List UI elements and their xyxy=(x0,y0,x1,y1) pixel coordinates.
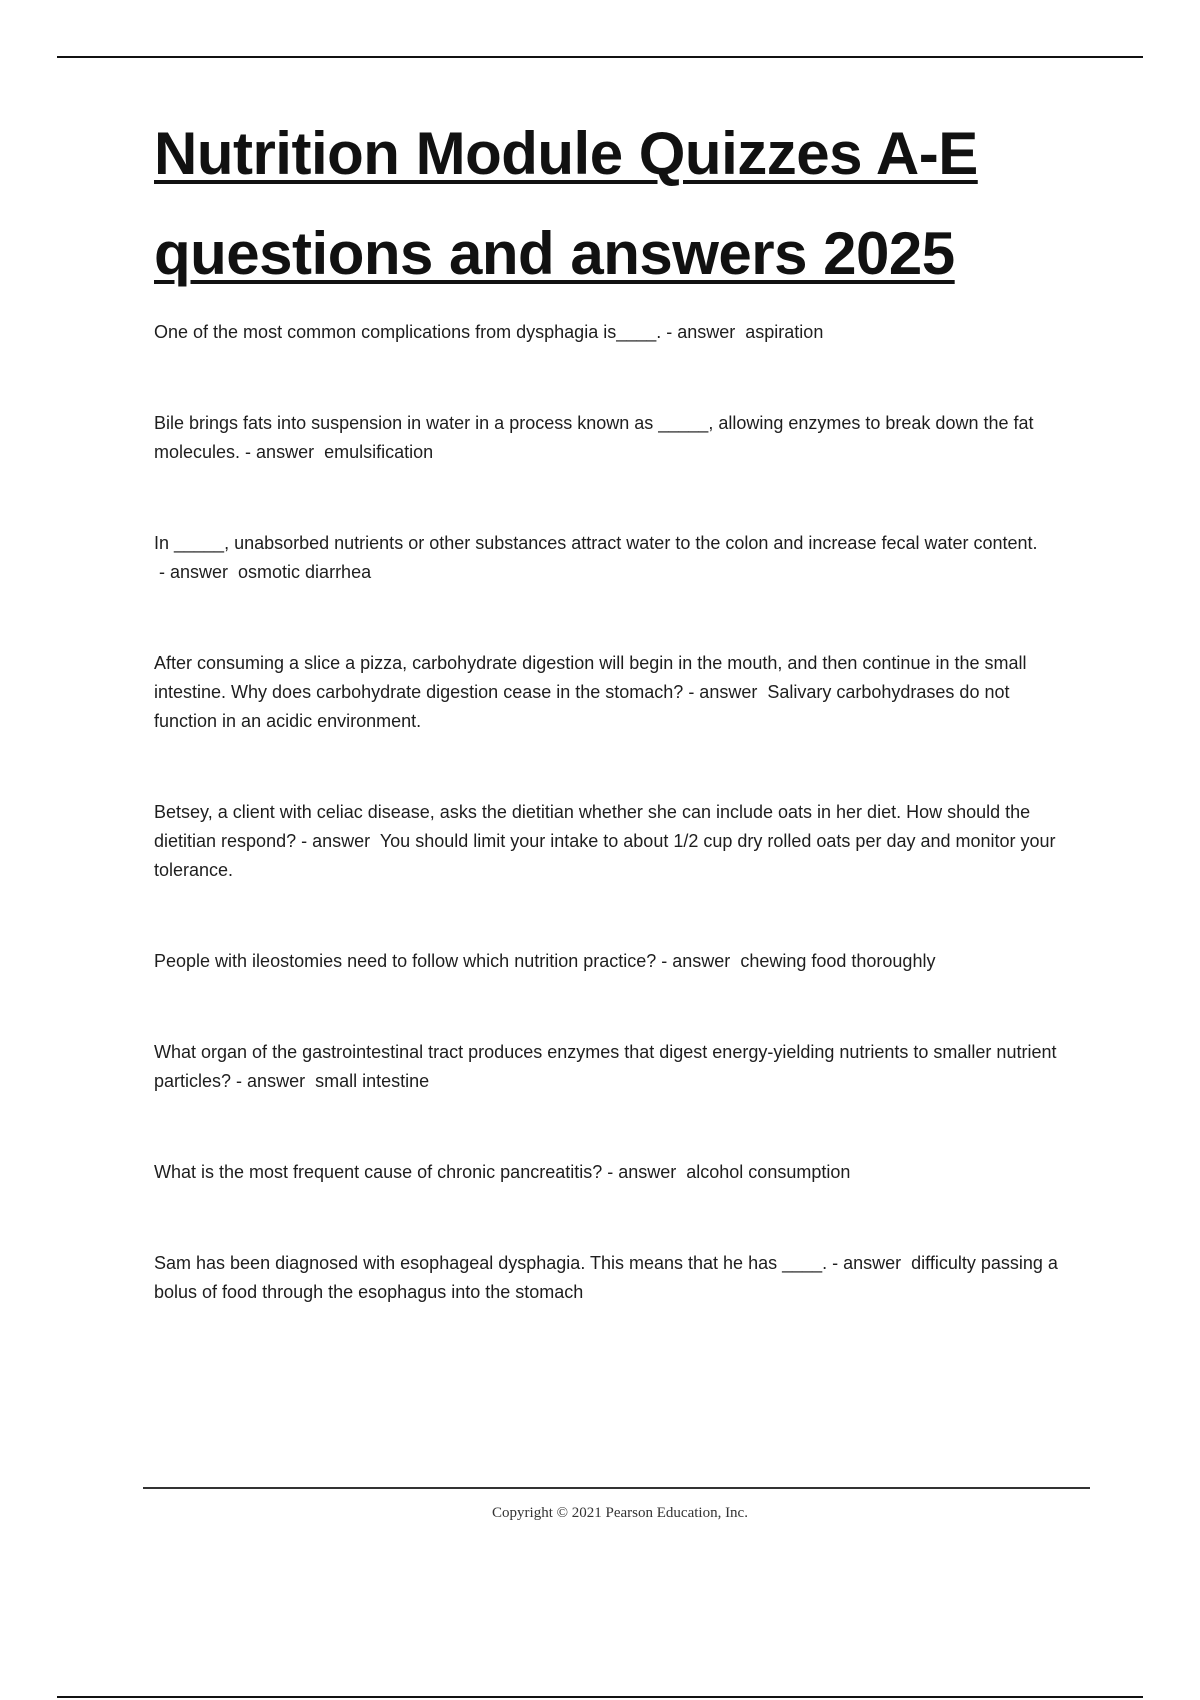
answer-text: Salivary carbohydrases do not function in an acidic environment. xyxy=(154,682,1010,731)
answer-separator: - answer xyxy=(154,562,239,582)
answer-separator: - answer xyxy=(661,322,746,342)
qa-item xyxy=(154,1038,1074,1096)
question-text: Sam has been diagnosed with esophageal dysphagia. This means that he has ____. xyxy=(154,1253,828,1273)
bottom-divider xyxy=(57,1696,1143,1698)
question-text: What is the most frequent cause of chronic pancreatitis? xyxy=(154,1162,603,1182)
qa-item xyxy=(154,1249,1074,1307)
answer-text: difficulty passing a bolus of food through the esophagus into the stomach xyxy=(154,1253,1058,1302)
title-line-1: Nutrition Module Quizzes A-E xyxy=(154,120,978,187)
answer-text: small intestine xyxy=(315,1071,430,1091)
footer-divider xyxy=(143,1487,1090,1489)
qa-item xyxy=(154,649,1074,736)
answer-text: alcohol consumption xyxy=(686,1162,851,1182)
qa-item xyxy=(154,947,1074,976)
title-line-2: questions and answers 2025 xyxy=(154,220,955,287)
footer-copyright: Copyright © 2021 Pearson Education, Inc. xyxy=(492,1505,748,1521)
document-body xyxy=(154,104,1074,1369)
question-text: In _____, unabsorbed nutrients or other substances attract water to the colon and increase fecal water content. xyxy=(154,533,1038,553)
question-text: People with ileostomies need to follow which nutrition practice? xyxy=(154,951,657,971)
question-text: One of the most common complications from dysphagia is____. xyxy=(154,322,662,342)
answer-text: osmotic diarrhea xyxy=(238,562,372,582)
qa-item xyxy=(154,409,1074,467)
answer-text: aspiration xyxy=(745,322,824,342)
qa-item xyxy=(154,798,1074,885)
top-divider xyxy=(57,56,1143,58)
answer-text: You should limit your intake to about 1/2 cup dry rolled oats per day and monitor your tolerance. xyxy=(154,831,1056,880)
answer-text: chewing food thoroughly xyxy=(740,951,936,971)
answer-text: emulsification xyxy=(324,442,434,462)
qa-item xyxy=(154,1158,1074,1187)
answer-separator: - answer xyxy=(656,951,741,971)
question-text: Bile brings fats into suspension in water in a process known as _____, allowing enzymes to break down the fat molecules. xyxy=(154,413,1034,462)
answer-separator: - answer xyxy=(827,1253,912,1273)
answer-separator: - answer xyxy=(240,442,325,462)
answer-separator: - answer xyxy=(296,831,380,851)
qa-list xyxy=(154,318,1074,1307)
qa-item xyxy=(154,318,1074,347)
document-title xyxy=(154,104,1074,304)
qa-item xyxy=(154,529,1074,587)
question-text: After consuming a slice a pizza, carbohydrate digestion will begin in the mouth, and then continue in the small intestine. Why does carbohydrate digestion cease in the stomach? xyxy=(154,653,1027,702)
question-text: What organ of the gastrointestinal tract produces enzymes that digest energy-yielding nutrients to smaller nutrient particles? xyxy=(154,1042,1057,1091)
answer-separator: - answer xyxy=(683,682,768,702)
answer-separator: - answer xyxy=(231,1071,316,1091)
answer-separator: - answer xyxy=(602,1162,687,1182)
question-text: Betsey, a client with celiac disease, asks the dietitian whether she can include oats in her diet. How should the dietitian respond? xyxy=(154,802,1031,851)
